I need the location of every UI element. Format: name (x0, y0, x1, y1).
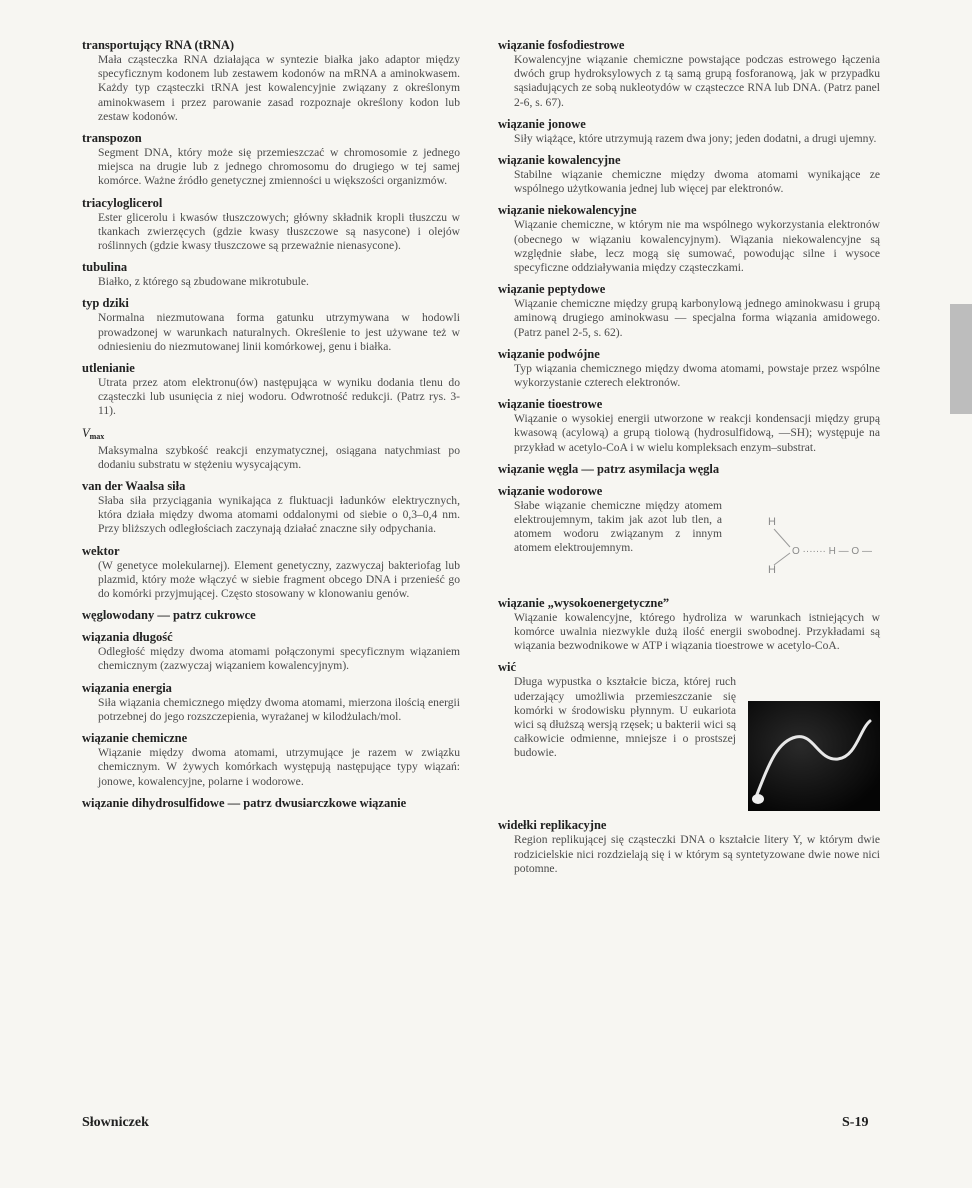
entry-tioestrowe (498, 397, 880, 455)
entry-term: wiązanie podwójne (498, 346, 600, 361)
entry-wegla (498, 462, 880, 477)
entry-definition: Stabilne wiązanie chemiczne między dwoma atomami wynikające ze wspólnego użytkowania jednej lub więcej par elektronów. (514, 168, 880, 196)
entry-dihydrosulfidowe (82, 796, 460, 811)
flagellum-curve (756, 721, 870, 797)
entry-wektor (82, 544, 460, 602)
entry-term: wiązanie chemiczne (82, 731, 188, 746)
entry-body-with-figure (498, 675, 880, 811)
entry-term: typ dziki (82, 296, 129, 311)
entry-term: wić (498, 660, 517, 675)
entry-wic (498, 660, 880, 811)
entry-trna (82, 38, 460, 124)
entry-transpozon (82, 131, 460, 189)
entry-tubulina (82, 260, 460, 289)
hydrogen-label: H (768, 515, 776, 528)
entry-definition: Normalna niezmutowana forma gatunku utrzymywana w hodowli prowadzonej w warunkach naturalnych. Określenie to jest używane też w odniesieniu do niezmutowanej linii komórkowej, genu i białka. (98, 311, 460, 353)
entry-jonowe (498, 117, 880, 146)
entry-term: van der Waalsa siła (82, 479, 186, 494)
entry-term: wiązanie jonowe (498, 116, 586, 131)
thumb-index-tab (950, 304, 972, 414)
entry-utlenianie (82, 361, 460, 419)
entry-definition: Region replikującej się cząsteczki DNA o kształcie litery Y, w którym dwie rodzicielskie nici rozdzielają się i w którym są syntetyzowane dwie nowe nici potomne. (514, 833, 880, 875)
entry-fosfodiestrowe (498, 38, 880, 110)
entry-term: wektor (82, 543, 120, 558)
entry-term: wiązanie kowalencyjne (498, 153, 621, 168)
hydrogen-label: H (768, 563, 776, 576)
flagellum-micrograph (748, 701, 880, 811)
cell-body (752, 794, 764, 804)
entry-wiazania-dlugosc (82, 630, 460, 673)
entry-term: węglowodany — patrz cukrowce (82, 608, 256, 623)
entry-definition: Siły wiążące, które utrzymują razem dwa jony; jeden dodatni, a drugi ujemny. (514, 131, 877, 145)
vmax-subscript: max (89, 431, 105, 441)
entry-term (82, 426, 460, 444)
entry-definition: Maksymalna szybkość reakcji enzymatycznej, osiągana natychmiast po dodaniu substratu w stężeniu wysycającym. (98, 443, 460, 471)
vmax-symbol: V (82, 425, 90, 440)
entry-kowalencyjne (498, 153, 880, 196)
entry-definition: Odległość między dwoma atomami połączonymi specyficznym wiązaniem chemicznym (zazwyczaj wiązaniem kowalencyjnym). (98, 645, 460, 673)
flagellum-shape (748, 701, 880, 811)
entry-term: wiązania energia (82, 680, 172, 695)
entry-niekowalencyjne (498, 203, 880, 275)
hydrogen-bond-diagram (730, 499, 880, 589)
running-footer-title: Słowniczek (82, 1115, 149, 1130)
right-column (498, 38, 880, 883)
entry-term: wiązanie fosfodiestrowe (498, 38, 625, 52)
entry-vmax (82, 426, 460, 472)
entry-definition: Długa wypustka o kształcie bicza, której ruch uderzający umożliwia przemieszczanie się komórki w środowisku płynnym. U eukariota wici są dłuższą wersją rzęsek; u bakterii wici są całkowicie odmienne, mniejsze i o prostszej budowie. (514, 675, 736, 760)
left-column (82, 38, 460, 818)
entry-definition: Utrata przez atom elektronu(ów) następująca w wyniku dodania tlenu do cząsteczki lub usunięcia z niej wodoru. Odwrotność redukcji. (Patrz rys. 3-11). (98, 376, 460, 418)
entry-term: tubulina (82, 260, 128, 275)
entry-definition: Siła wiązania chemicznego między dwoma atomami, mierzona ilością energii potrzebnej do jego rozszczepienia, wyrażanej w kilodżulach/mol. (98, 695, 460, 723)
entry-definition: Typ wiązania chemicznego między dwoma atomami, powstaje przez wspólne wykorzystanie czterech elektronów. (514, 361, 880, 390)
entry-term: triacyloglicerol (82, 195, 163, 210)
entry-term: wiązanie dihydrosulfidowe — patrz dwusiarczkowe wiązanie (82, 795, 407, 810)
entry-term: transportujący RNA (tRNA) (82, 38, 235, 52)
entry-definition: Wiązanie chemiczne między grupą karbonylową jednego aminokwasu i grupą aminową drugiego aminokwasu — specjalna forma wiązania amidowego. (Patrz panel 2-5, s. 62). (514, 297, 880, 339)
entry-term: wiązania długość (82, 630, 173, 645)
bond-line (774, 529, 790, 547)
bond-line (774, 553, 790, 565)
entry-term: wiązanie węgla — patrz asymilacja węgla (498, 461, 720, 476)
entry-definition: Wiązanie kowalencyjne, którego hydroliza w warunkach istniejących w komórce uwalnia niezwykle dużą ilość energii swobodnej. Przykładami są wiązania bezwodnikowe w ATP i wiązania tioestrowe w acetylo-CoA. (514, 610, 880, 653)
entry-definition: Kowalencyjne wiązanie chemiczne powstające podczas estrowego łączenia dwóch grup hydroksylowych z tą samą grupą fosforanową, jak w przypadku sąsiadujących ze sobą nukleotydów w cząsteczce RNA lub DNA. (Patrz panel 2-6, s. 67). (514, 53, 880, 109)
entry-term: wiązanie wodorowe (498, 483, 603, 498)
entry-definition: Mała cząsteczka RNA działająca w syntezie białka jako adaptor między specyficznym kodonem lub zestawem kodonów na mRNA a aminokwasem. Każdy typ cząsteczki tRNA jest kowalencyjnie związany z określonym aminokwasem i przez parowanie zasad rozpoznaje określony kodon lub zestaw kodonów. (98, 53, 460, 123)
entry-peptydowe (498, 282, 880, 340)
entry-podwojne (498, 347, 880, 390)
entry-definition: Segment DNA, który może się przemieszczać w chromosomie z jednego miejsca na drugie lub z jednego chromosomu do drugiego w tej samej komórce. Ważne źródło genetycznej zmienności u większości organizmów. (98, 146, 460, 188)
entry-wiazanie-chemiczne (82, 731, 460, 789)
entry-van-der-waals (82, 479, 460, 537)
entry-definition: Słaba siła przyciągania wynikająca z fluktuacji ładunków elektrycznych, która działa między dwoma atomami oddalonymi od siebie o 0,3–0,4 nm. Przy bliższych odległościach zaczynają działać znaczne siły odpychania. (98, 494, 460, 536)
entry-term: wiązanie niekowalencyjne (498, 203, 637, 218)
entry-wiazania-energia (82, 681, 460, 724)
entry-widelki (498, 818, 880, 876)
entry-weglowodany (82, 608, 460, 623)
entry-definition: Ester glicerolu i kwasów tłuszczowych; główny składnik kropli tłuszczu w tkankach zwierzęcych (gdzie kwasy tłuszczowe są nasycone) i olejów roślinnych (gdzie kwasy tłuszczowe są przeważnie nienasycone). (98, 210, 460, 253)
entry-triacyloglicerol (82, 196, 460, 254)
entry-typ-dziki (82, 296, 460, 354)
entry-definition: Słabe wiązanie chemiczne między atomem elektroujemnym, takim jak azot lub tlen, a atomem wodoru związanym z innym atomem elektroujemnym. (514, 498, 722, 555)
page-number: S-19 (842, 1115, 869, 1130)
entry-definition: Wiązanie między dwoma atomami, utrzymujące je razem w związku chemicznym. W żywych komórkach występują następujące typy wiązań: jonowe, kowalencyjne, polarne i wodorowe. (98, 746, 460, 788)
entry-term: widełki replikacyjne (498, 818, 607, 833)
entry-definition: Wiązanie o wysokiej energii utworzone w reakcji kondensacji między grupą kwasową (acylową) a grupą tiolową (hydrosulfidową, —SH); występuje na przykład w acetylo-CoA i w wielu kompleksach enzym–substrat. (514, 412, 880, 454)
entry-term: wiązanie tioestrowe (498, 397, 603, 412)
entry-wysokoenergetyczne (498, 596, 880, 654)
entry-definition: Wiązanie chemiczne, w którym nie ma wspólnego wykorzystania elektronów (obecnego w wiązaniu kowalencyjnym). Wiązania niekowalencyjne są względnie słabe, lecz mogą się sumować, powodując silne i wysoce specyficzne oddziaływania między cząsteczkami. (514, 218, 880, 275)
entry-term: wiązanie peptydowe (498, 282, 606, 297)
entry-body-with-figure (498, 499, 880, 589)
entry-definition: Białko, z którego są zbudowane mikrotubule. (98, 275, 309, 289)
entry-term: transpozon (82, 131, 142, 146)
entry-definition: (W genetyce molekularnej). Element genetyczny, zazwyczaj bakteriofag lub plazmid, który może włączyć w siebie fragment obcego DNA i przenieść go do komórki przyjmującej. Często stosowany w klonowaniu genów. (98, 558, 460, 601)
hydrogen-bond-chain: O ······· H — O — (792, 545, 872, 557)
entry-term: utlenianie (82, 361, 135, 376)
entry-term: wiązanie „wysokoenergetyczne” (498, 595, 670, 610)
entry-wodorowe (498, 484, 880, 589)
